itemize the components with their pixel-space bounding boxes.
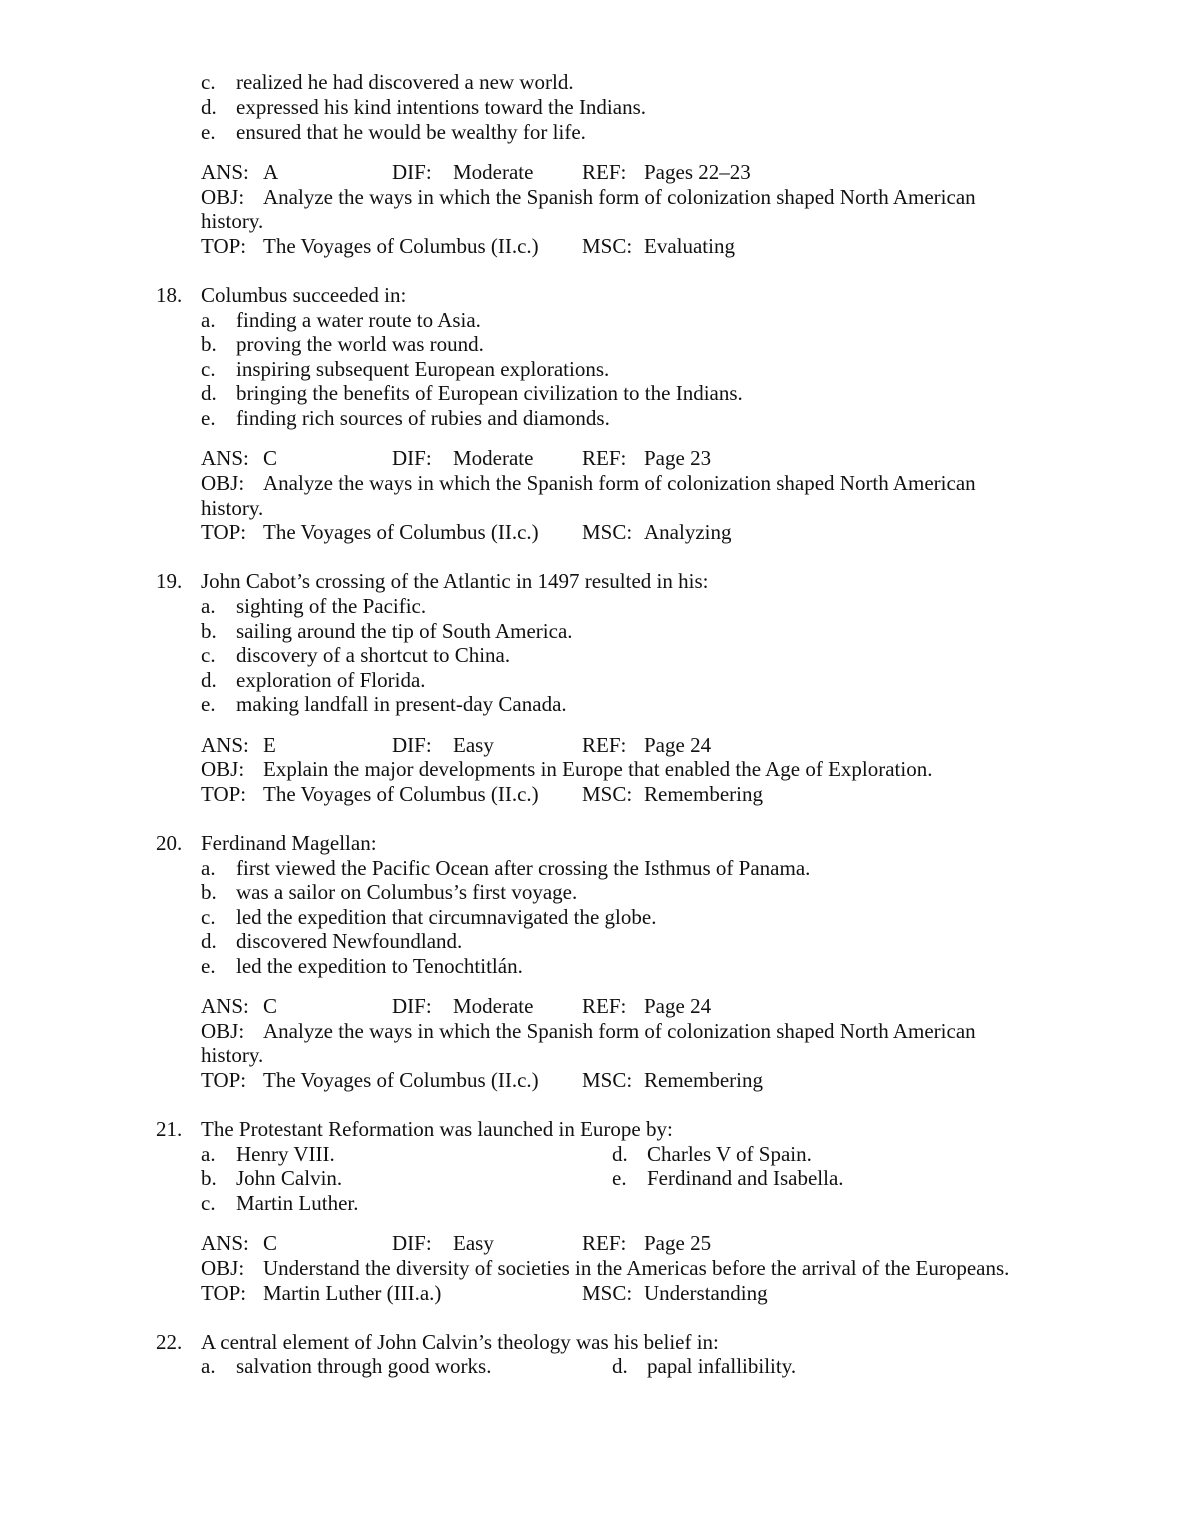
ans-value: E (263, 733, 276, 757)
ans-label: ANS: (201, 446, 249, 470)
choice-text: was a sailor on Columbus’s first voyage. (236, 880, 578, 904)
choice-text: making landfall in present-day Canada. (236, 692, 567, 716)
obj-value: Analyze the ways in which the Spanish form of colonization shaped North American (263, 471, 976, 495)
dif-value: Moderate (453, 160, 534, 184)
question-stem: John Cabot’s crossing of the Atlantic in 1497 resulted in his: (201, 569, 709, 593)
choice-letter: d. (612, 1354, 628, 1378)
ref-value: Page 24 (644, 994, 712, 1018)
obj-label: OBJ: (201, 1256, 245, 1280)
obj-value: Understand the diversity of societies in the Americas before the arrival of the Europeans. (263, 1256, 1010, 1280)
ref-label: REF: (582, 994, 627, 1018)
choice-letter: b. (201, 332, 217, 356)
choice-letter: d. (201, 381, 217, 405)
ans-value: C (263, 994, 278, 1018)
choice-text: ensured that he would be wealthy for life. (236, 120, 586, 144)
ref-label: REF: (582, 1231, 627, 1255)
msc-value: Analyzing (644, 520, 732, 544)
choice-text: inspiring subsequent European explorations. (236, 357, 610, 381)
choice-text: proving the world was round. (236, 332, 484, 356)
choice-text: salvation through good works. (236, 1354, 492, 1378)
choice-letter: c. (201, 1191, 216, 1215)
choice-letter: d. (612, 1142, 628, 1166)
choice-letter: b. (201, 880, 217, 904)
choice-letter: b. (201, 1166, 217, 1190)
top-label: TOP: (201, 1281, 247, 1305)
msc-label: MSC: (582, 1281, 633, 1305)
ans-label: ANS: (201, 160, 249, 184)
choice-text: expressed his kind intentions toward the Indians. (236, 95, 647, 119)
question-number: 20. (156, 831, 183, 855)
obj-label: OBJ: (201, 185, 245, 209)
msc-label: MSC: (582, 782, 633, 806)
choice-text: sailing around the tip of South America. (236, 619, 573, 643)
choice-text: papal infallibility. (647, 1354, 797, 1378)
choice-text: realized he had discovered a new world. (236, 70, 574, 94)
dif-label: DIF: (392, 446, 432, 470)
top-value: The Voyages of Columbus (II.c.) (263, 1068, 539, 1092)
ans-value: C (263, 446, 278, 470)
ref-value: Page 24 (644, 733, 712, 757)
choice-text: finding a water route to Asia. (236, 308, 481, 332)
top-label: TOP: (201, 1068, 247, 1092)
choice-letter: a. (201, 856, 216, 880)
question-number: 19. (156, 569, 183, 593)
ans-value: A (263, 160, 279, 184)
choice-text: bringing the benefits of European civilization to the Indians. (236, 381, 743, 405)
dif-label: DIF: (392, 160, 432, 184)
obj-value: Analyze the ways in which the Spanish form of colonization shaped North American (263, 1019, 976, 1043)
choice-text: led the expedition to Tenochtitlán. (236, 954, 523, 978)
obj-continuation: history. (201, 496, 264, 520)
choice-letter: d. (201, 95, 217, 119)
dif-value: Moderate (453, 446, 534, 470)
question-number: 21. (156, 1117, 183, 1141)
question-number: 18. (156, 283, 183, 307)
ref-label: REF: (582, 446, 627, 470)
ref-value: Pages 22–23 (644, 160, 751, 184)
obj-continuation: history. (201, 1043, 264, 1067)
ref-label: REF: (582, 160, 627, 184)
msc-label: MSC: (582, 234, 633, 258)
choice-text: sighting of the Pacific. (236, 594, 427, 618)
choice-letter: c. (201, 643, 216, 667)
choice-letter: e. (612, 1166, 627, 1190)
obj-continuation: history. (201, 209, 264, 233)
choice-text: John Calvin. (236, 1166, 343, 1190)
dif-value: Easy (453, 733, 494, 757)
choice-letter: b. (201, 619, 217, 643)
msc-value: Evaluating (644, 234, 735, 258)
top-value: The Voyages of Columbus (II.c.) (263, 520, 539, 544)
choice-text: discovered Newfoundland. (236, 929, 463, 953)
obj-label: OBJ: (201, 1019, 245, 1043)
choice-text: Martin Luther. (236, 1191, 359, 1215)
ref-value: Page 23 (644, 446, 712, 470)
ref-value: Page 25 (644, 1231, 712, 1255)
question-number: 22. (156, 1330, 183, 1354)
question-stem: The Protestant Reformation was launched in Europe by: (201, 1117, 673, 1141)
ref-label: REF: (582, 733, 627, 757)
top-value: Martin Luther (III.a.) (263, 1281, 442, 1305)
choice-letter: e. (201, 954, 216, 978)
choice-text: Henry VIII. (236, 1142, 335, 1166)
choice-letter: c. (201, 357, 216, 381)
choice-letter: c. (201, 905, 216, 929)
choice-text: Ferdinand and Isabella. (647, 1166, 844, 1190)
question-stem: Ferdinand Magellan: (201, 831, 377, 855)
obj-value: Analyze the ways in which the Spanish form of colonization shaped North American (263, 185, 976, 209)
msc-value: Remembering (644, 782, 763, 806)
ans-label: ANS: (201, 733, 249, 757)
question-stem: A central element of John Calvin’s theology was his belief in: (201, 1330, 719, 1354)
obj-label: OBJ: (201, 757, 245, 781)
choice-letter: e. (201, 692, 216, 716)
msc-value: Understanding (644, 1281, 768, 1305)
choice-text: exploration of Florida. (236, 668, 426, 692)
top-value: The Voyages of Columbus (II.c.) (263, 782, 539, 806)
top-label: TOP: (201, 520, 247, 544)
top-value: The Voyages of Columbus (II.c.) (263, 234, 539, 258)
choice-letter: e. (201, 406, 216, 430)
choice-letter: a. (201, 1142, 216, 1166)
choice-text: first viewed the Pacific Ocean after crossing the Isthmus of Panama. (236, 856, 811, 880)
dif-value: Moderate (453, 994, 534, 1018)
choice-text: led the expedition that circumnavigated the globe. (236, 905, 657, 929)
msc-label: MSC: (582, 1068, 633, 1092)
ans-label: ANS: (201, 1231, 249, 1255)
msc-value: Remembering (644, 1068, 763, 1092)
dif-label: DIF: (392, 1231, 432, 1255)
choice-text: discovery of a shortcut to China. (236, 643, 511, 667)
ans-label: ANS: (201, 994, 249, 1018)
top-label: TOP: (201, 782, 247, 806)
choice-letter: e. (201, 120, 216, 144)
choice-letter: a. (201, 308, 216, 332)
top-label: TOP: (201, 234, 247, 258)
ans-value: C (263, 1231, 278, 1255)
choice-letter: a. (201, 1354, 216, 1378)
obj-value: Explain the major developments in Europe that enabled the Age of Exploration. (263, 757, 933, 781)
choice-text: finding rich sources of rubies and diamonds. (236, 406, 610, 430)
question-stem: Columbus succeeded in: (201, 283, 407, 307)
choice-letter: d. (201, 929, 217, 953)
dif-value: Easy (453, 1231, 494, 1255)
dif-label: DIF: (392, 733, 432, 757)
msc-label: MSC: (582, 520, 633, 544)
choice-letter: d. (201, 668, 217, 692)
choice-letter: c. (201, 70, 216, 94)
dif-label: DIF: (392, 994, 432, 1018)
choice-text: Charles V of Spain. (647, 1142, 812, 1166)
obj-label: OBJ: (201, 471, 245, 495)
choice-letter: a. (201, 594, 216, 618)
